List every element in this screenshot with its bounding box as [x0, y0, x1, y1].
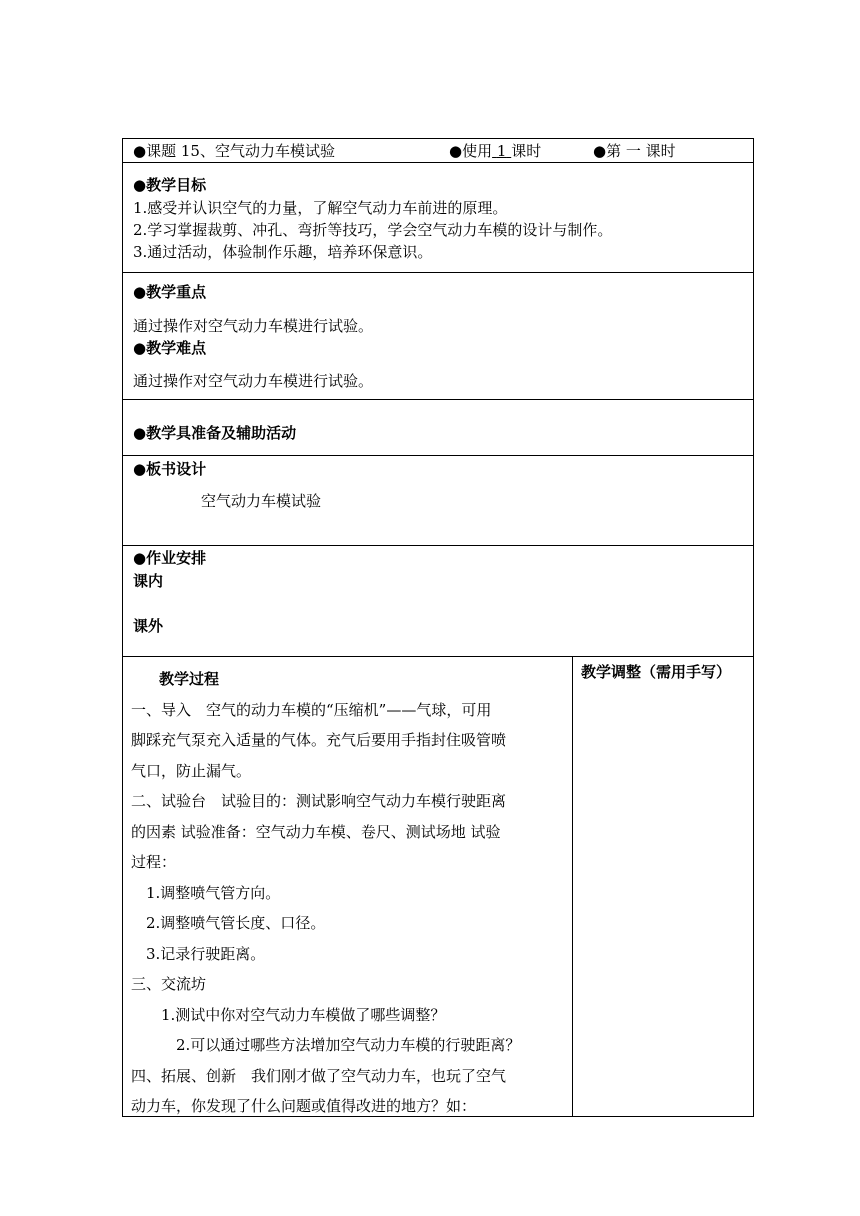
board-title: ●板书设计 [133, 460, 207, 478]
column-divider [572, 657, 573, 1117]
difficulty-text: 通过操作对空气动力车模进行试验。 [133, 372, 374, 390]
board-section [123, 456, 753, 546]
objective-item: 3.通过活动，体验制作乐趣，培养环保意识。 [133, 243, 433, 261]
lesson-plan-table [122, 138, 754, 1117]
process-line: 一、导入 空气的动力车模的“压缩机”——气球，可用 [131, 701, 492, 719]
homework-in-class: 课内 [133, 572, 164, 590]
process-line: 1.测试中你对空气动力车模做了哪些调整？ [131, 1006, 446, 1024]
process-line: 气口，防止漏气。 [131, 762, 252, 780]
process-line: 1.调整喷气管方向。 [131, 884, 281, 902]
process-line: 三、交流坊 [131, 975, 207, 993]
process-line: 2.可以通过哪些方法增加空气动力车模的行驶距离？ [131, 1036, 521, 1054]
objective-item: 2.学习掌握裁剪、冲孔、弯折等技巧，学会空气动力车模的设计与制作。 [133, 221, 613, 239]
header-row [123, 139, 753, 163]
process-line: 2.调整喷气管长度、口径。 [131, 914, 326, 932]
adjust-title: 教学调整（需用手写） [581, 663, 732, 681]
topic-label: ●课题 15、空气动力车模试验 [133, 142, 335, 160]
process-line: 二、试验台 试验目的：测试影响空气动力车模行驶距离 [131, 792, 507, 810]
process-line: 动力车，你发现了什么问题或值得改进的地方？如： [131, 1097, 477, 1115]
process-line: 脚踩充气泵充入适量的气体。充气后要用手指封住吸管喷 [131, 731, 507, 749]
prep-title: ●教学具准备及辅助活动 [133, 424, 297, 442]
process-title: 教学过程 [159, 670, 220, 688]
process-line: 四、拓展、创新 我们刚才做了空气动力车，也玩了空气 [131, 1067, 507, 1085]
key-points-section [123, 273, 753, 400]
process-line: 的因素 试验准备：空气动力车模、卷尺、测试场地 试验 [131, 823, 501, 841]
objectives-section [123, 163, 753, 273]
prep-section [123, 400, 753, 456]
process-line: 过程： [131, 853, 177, 871]
objective-item: 1.感受并认识空气的力量，了解空气动力车前进的原理。 [133, 199, 508, 217]
process-line: 3.记录行驶距离。 [131, 945, 266, 963]
key-points-text: 通过操作对空气动力车模进行试验。 [133, 317, 374, 335]
objectives-title: ●教学目标 [133, 176, 207, 194]
key-points-title: ●教学重点 [133, 283, 207, 301]
board-text: 空气动力车模试验 [201, 492, 322, 510]
period-count [449, 141, 541, 161]
difficulty-title: ●教学难点 [133, 339, 207, 357]
use-count: 1 [496, 142, 507, 160]
period-number: ●第 一 课时 [593, 142, 676, 160]
use-prefix: ●使用 [449, 142, 493, 160]
homework-title: ●作业安排 [133, 549, 207, 567]
homework-out-class: 课外 [133, 617, 164, 635]
use-suffix: 课时 [511, 142, 542, 160]
homework-section [123, 546, 753, 657]
